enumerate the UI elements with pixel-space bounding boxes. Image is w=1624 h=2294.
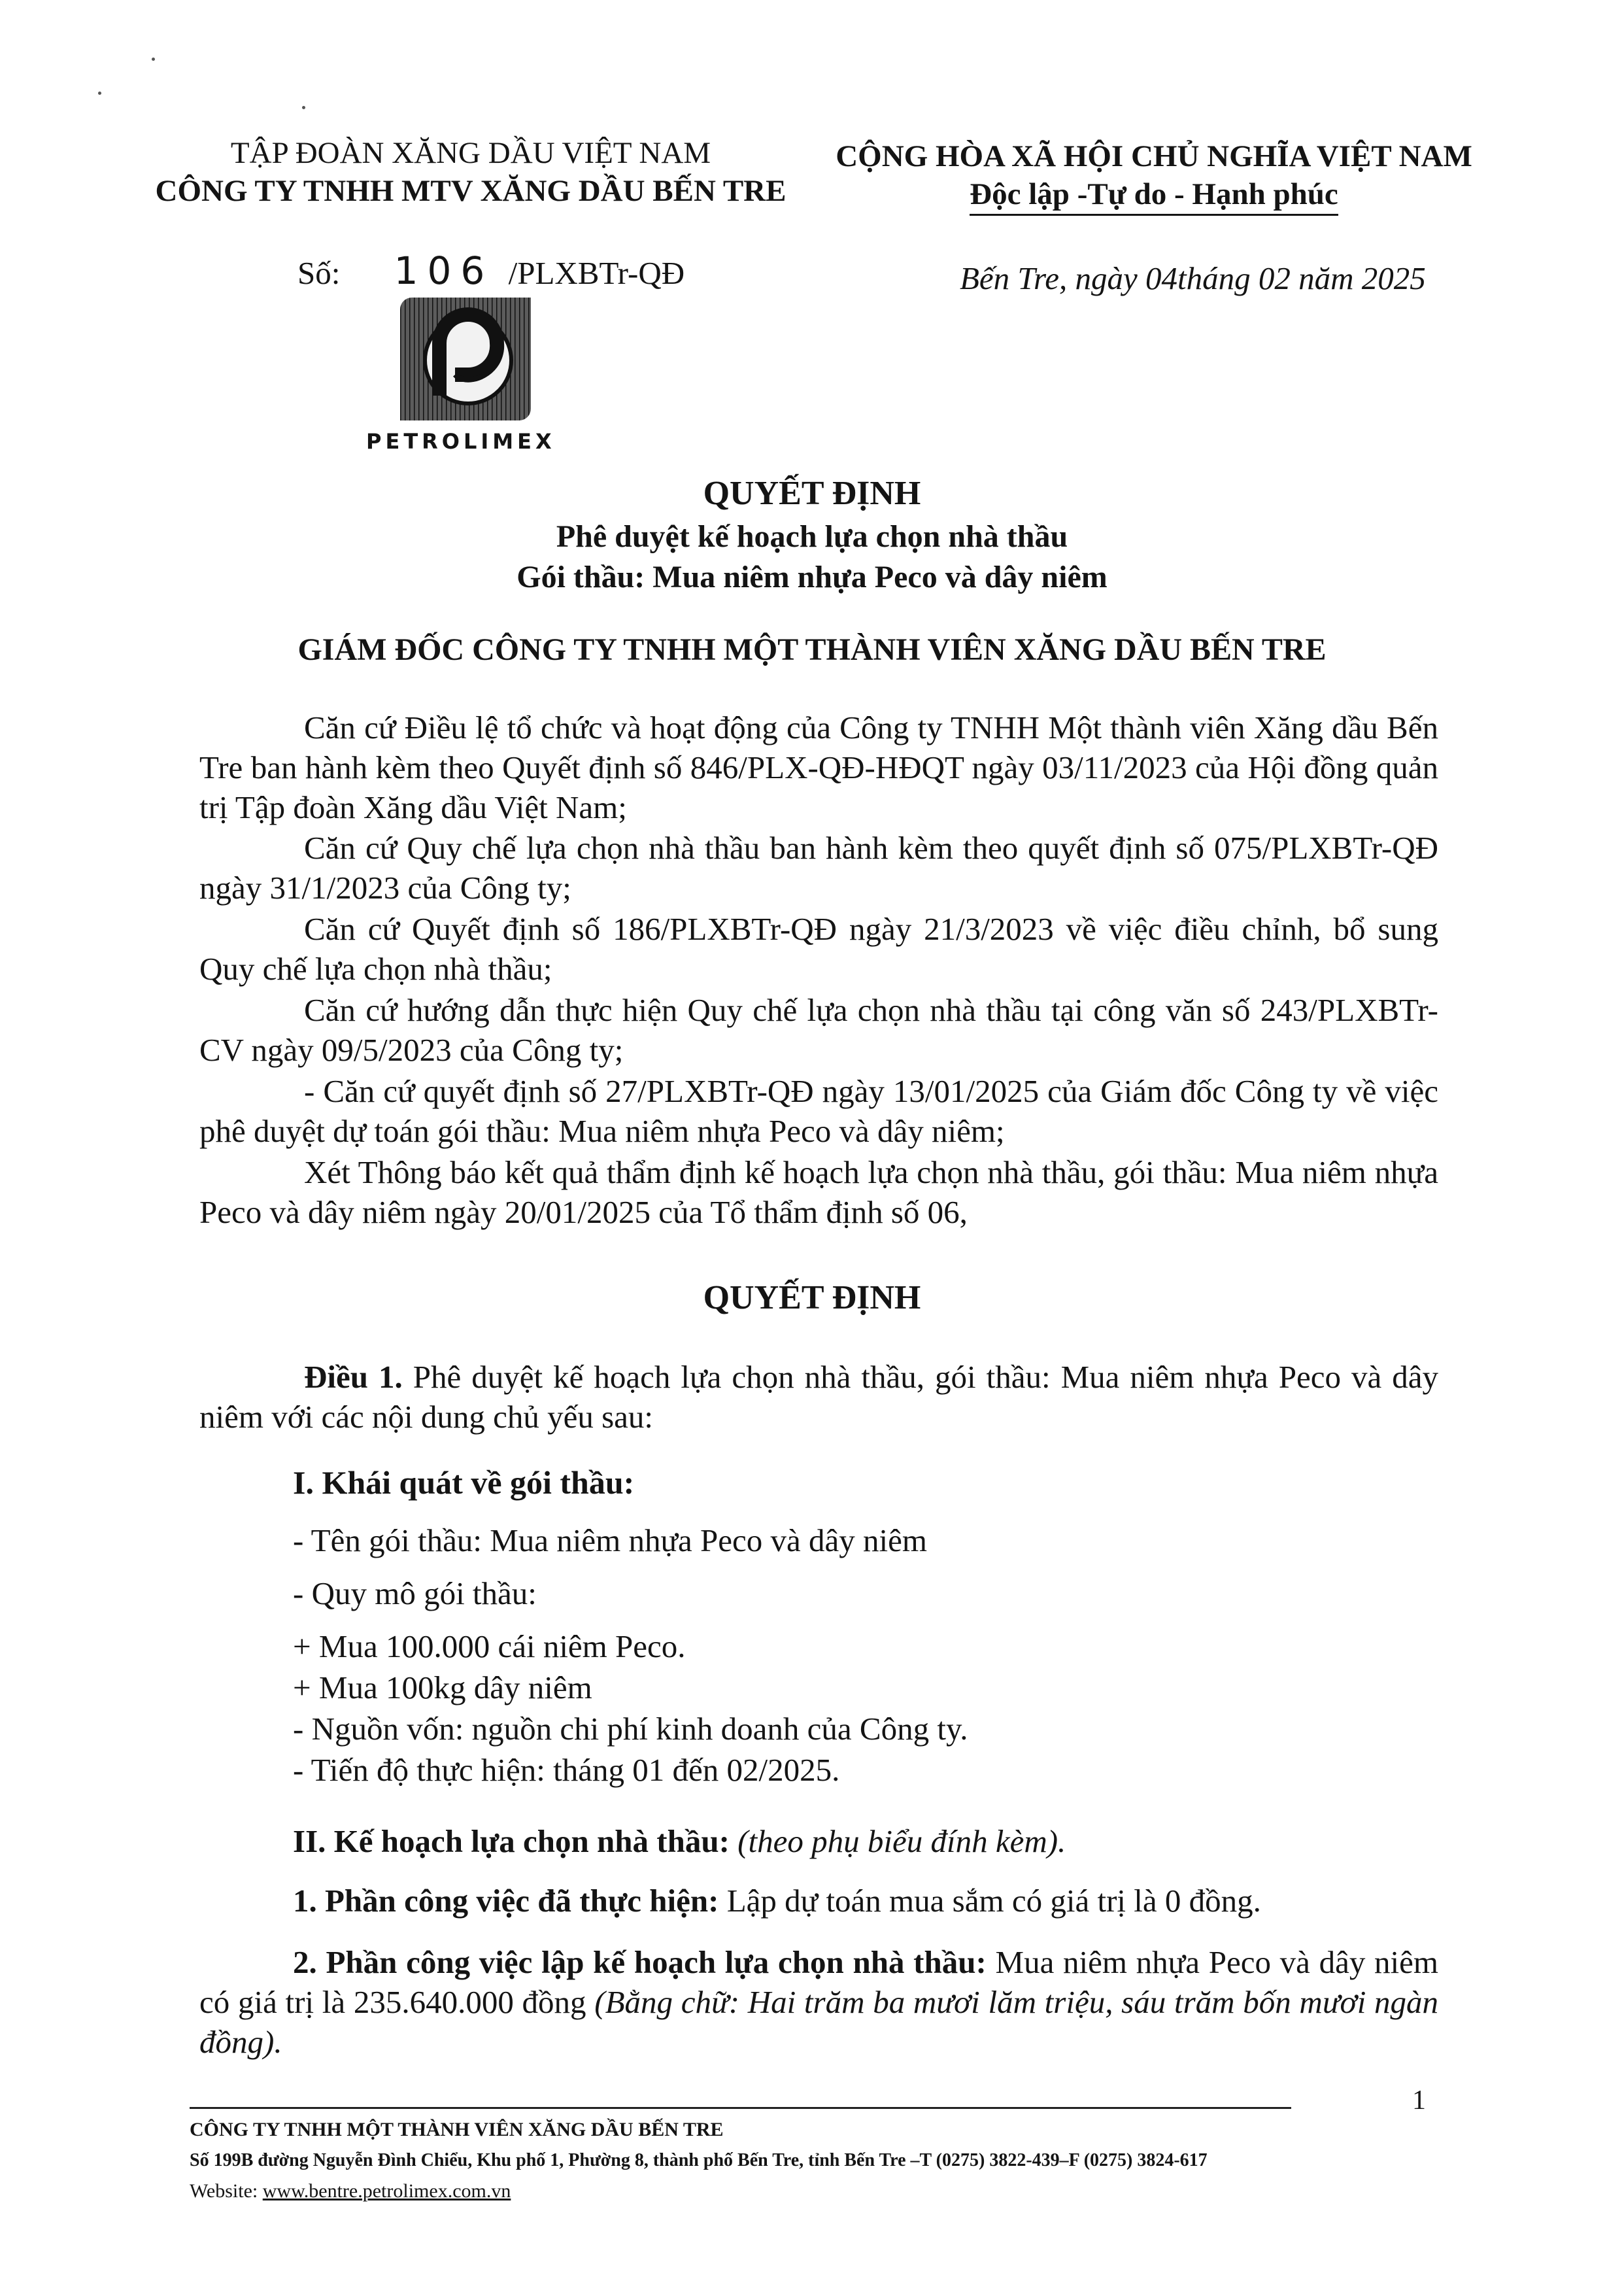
section-1-item: + Mua 100kg dây niêm [293, 1669, 592, 1705]
section-2-item-2-label: 2. Phần công việc lập kế hoạch lựa chọn nhà thầu: [293, 1944, 987, 1980]
footer-website-label: Website: [190, 2180, 258, 2202]
scan-speck [302, 106, 305, 109]
section-2-note: (theo phụ biểu đính kèm). [737, 1823, 1066, 1859]
section-2-item-2-text: Mua niêm nhựa Peco và dây niêm có giá trị là 235.640.000 đồng [199, 1944, 1439, 2020]
doc-number-line [297, 250, 685, 294]
preamble-paragraph: Căn cứ Quyết định số 186/PLXBTr-QĐ ngày 21/3/2023 về việc điều chỉnh, bổ sung Quy chế lựa chọn nhà thầu; [199, 911, 1438, 987]
preamble-paragraph: - Căn cứ quyết định số 27/PLXBTr-QĐ ngày 13/01/2025 của Giám đốc Công ty về việc phê duyệt dự toán gói thầu: Mua niêm nhựa Peco và dây niêm; [199, 1073, 1438, 1149]
decision-heading: QUYẾT ĐỊNH [703, 1279, 921, 1316]
doc-code: /PLXBTr-QĐ [508, 255, 685, 291]
logo-text: PETROLIMEX [366, 429, 556, 454]
country-name: CỘNG HÒA XÃ HỘI CHỦ NGHĨA VIỆT NAM [836, 139, 1472, 173]
scan-speck [152, 58, 155, 61]
title-sub2: Gói thầu: Mua niêm nhựa Peco và dây niêm [516, 560, 1108, 594]
footer-divider [190, 2107, 1291, 2109]
petrolimex-logo [400, 298, 531, 420]
footer-company: CÔNG TY TNHH MỘT THÀNH VIÊN XĂNG DẦU BẾN TRE [190, 2119, 724, 2140]
section-1-item: - Quy mô gói thầu: [293, 1575, 537, 1611]
petrolimex-logo-icon [400, 298, 531, 420]
title-block [0, 471, 1624, 598]
section-2-item-2-words: (Bằng chữ: Hai trăm ba mươi lăm triệu, sáu trăm bốn mươi ngàn đồng). [199, 1984, 1439, 2060]
preamble-paragraph: Căn cứ Quy chế lựa chọn nhà thầu ban hành kèm theo quyết định số 075/PLXBTr-QĐ ngày 31/1/2023 của Công ty; [199, 830, 1438, 906]
section-1-item: - Tiến độ thực hiện: tháng 01 đến 02/2025. [293, 1752, 840, 1788]
section-2-item-1 [293, 1881, 1261, 1921]
title-main: QUYẾT ĐỊNH [703, 475, 921, 512]
article-1-text: Phê duyệt kế hoạch lựa chọn nhà thầu, gói thầu: Mua niêm nhựa Peco và dây niêm với các nội dung chủ yếu sau: [199, 1359, 1439, 1435]
authority: GIÁM ĐỐC CÔNG TY TNHH MỘT THÀNH VIÊN XĂNG DẦU BẾN TRE [297, 632, 1327, 667]
scan-speck [98, 92, 101, 95]
section-2-heading: II. Kế hoạch lựa chọn nhà thầu: [293, 1823, 730, 1859]
footer-address: Số 199B đường Nguyễn Đình Chiểu, Khu phố 1, Phường 8, thành phố Bến Tre, tỉnh Bến Tre –T (0275) 3822-439–F (0275) 3824-617 [190, 2150, 1208, 2170]
motto [814, 175, 1494, 213]
article-1 [199, 1357, 1438, 1437]
section-2-heading-line [293, 1821, 1066, 1862]
motto-text: Độc lập -Tự do - Hạnh phúc [970, 177, 1338, 216]
section-1-item: + Mua 100.000 cái niêm Peco. [293, 1628, 686, 1664]
section-1-item: - Tên gói thầu: Mua niêm nhựa Peco và dây niêm [293, 1522, 928, 1558]
article-1-label: Điều 1. [304, 1359, 403, 1395]
country-block [814, 137, 1494, 213]
doc-number-label: Số: [297, 255, 341, 291]
company-name: CÔNG TY TNHH MTV XĂNG DẦU BẾN TRE [155, 174, 787, 208]
section-2-item-1-text: Lập dự toán mua sắm có giá trị là 0 đồng. [726, 1883, 1261, 1919]
doc-number: 106 [394, 248, 494, 293]
issuer-block [131, 134, 811, 210]
footer-website-link[interactable]: www.bentre.petrolimex.com.vn [262, 2180, 511, 2202]
preamble-paragraph: Xét Thông báo kết quả thẩm định kế hoạch lựa chọn nhà thầu, gói thầu: Mua niêm nhựa Peco và dây niêm ngày 20/01/2025 của Tổ thẩm định số 06, [199, 1154, 1438, 1230]
page-number: 1 [1412, 2085, 1426, 2115]
preamble-paragraph: Căn cứ hướng dẫn thực hiện Quy chế lựa chọn nhà thầu tại công văn số 243/PLXBTr-CV ngày 09/5/2023 của Công ty; [199, 992, 1438, 1068]
section-1-heading: I. Khái quát về gói thầu: [293, 1464, 635, 1501]
footer-website-line [190, 2180, 511, 2202]
title-sub1: Phê duyệt kế hoạch lựa chọn nhà thầu [556, 519, 1068, 554]
preamble-paragraph: Căn cứ Điều lệ tổ chức và hoạt động của Công ty TNHH Một thành viên Xăng dầu Bến Tre ban hành kèm theo Quyết định số 846/PLX-QĐ-HĐQT ngày 03/11/2023 của Hội đồng quản trị Tập đoàn Xăng dầu Việt Nam; [199, 710, 1438, 825]
group-name: TẬP ĐOÀN XĂNG DẦU VIỆT NAM [230, 136, 711, 170]
section-1-item: - Nguồn vốn: nguồn chi phí kinh doanh của Công ty. [293, 1711, 968, 1747]
place-date: Bến Tre, ngày 04tháng 02 năm 2025 [960, 260, 1426, 296]
section-2-item-1-label: 1. Phần công việc đã thực hiện: [293, 1883, 719, 1919]
section-2-item-2 [199, 1942, 1438, 2062]
